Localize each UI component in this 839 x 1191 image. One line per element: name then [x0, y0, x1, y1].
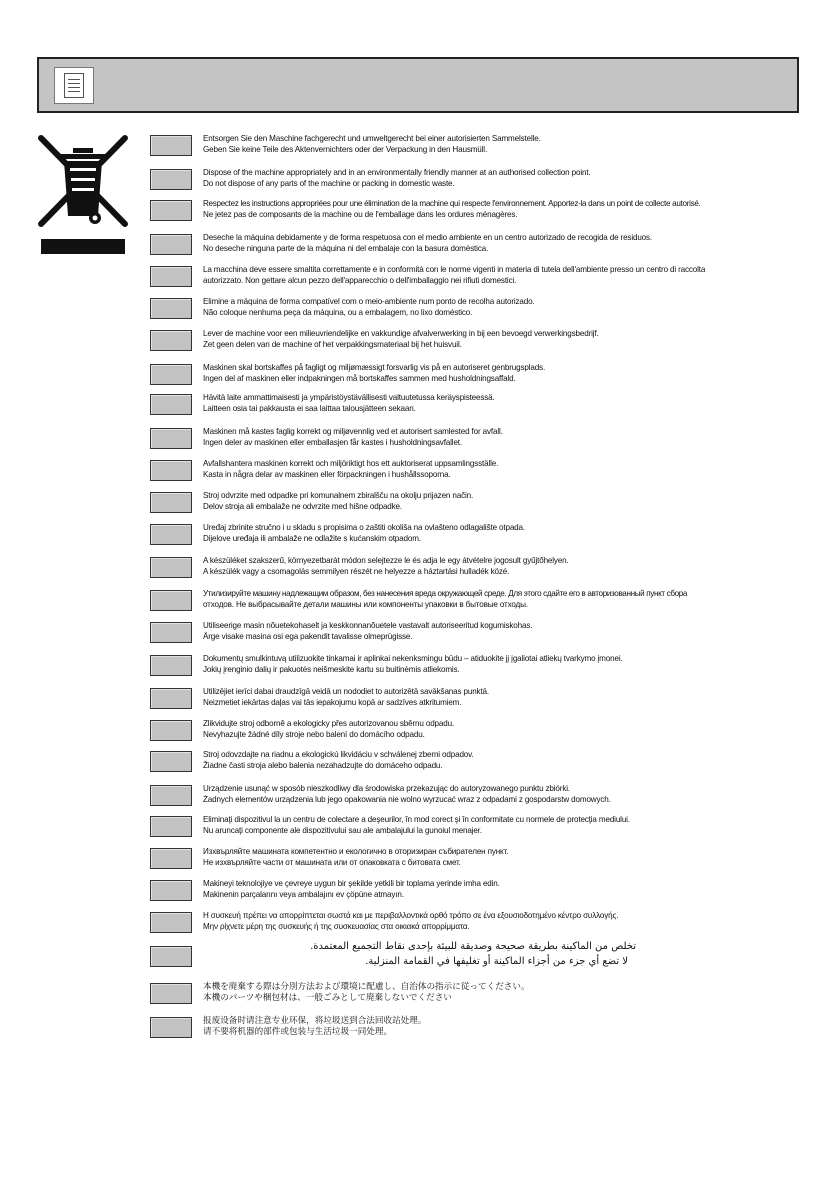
header-bar — [37, 57, 799, 113]
instruction-line: Изхвърляйте машината компетентно и екологично в оторизиран събирателен пункт. — [203, 847, 509, 856]
language-box — [150, 590, 192, 611]
instruction-line: Urządzenie usunąć w sposób nieszkodliwy dla środowiska przekazując do autoryzowanego punktu zbiórki. — [203, 784, 570, 793]
instruction-line: Ärge visake masina osi ega pakendit tavalisse olmeprügisse. — [203, 632, 413, 641]
instruction-line: Kasta in några delar av maskinen eller förpackningen i hushållssoporna. — [203, 470, 451, 479]
instruction-line: La macchina deve essere smaltita correttamente e in conformità con le norme vigenti in materia di tutela dell'ambiente presso un centro di raccolta — [203, 265, 706, 274]
language-box — [150, 912, 192, 933]
instruction-line: Dijelove uređaja ili ambalaže ne odlažite s kućanskim otpadom. — [203, 534, 421, 543]
language-box — [150, 622, 192, 643]
instruction-line: Утилизируйте машину надлежащим образом, без нанесения вреда окружающей среде. Для этого сдайте его в авторизованный пункт сбора — [203, 589, 688, 598]
language-box — [150, 298, 192, 319]
instruction-line: Utiliseerige masin nõuetekohaselt ja keskkonnanõuetele vastavalt autoriseeritud kogumiskohas. — [203, 621, 533, 630]
instruction-line: Lever de machine voor een milieuvriendelijke en vakkundige afvalverwerking in bij een bevoegd verwerkingsbedrijf. — [203, 329, 599, 338]
instruction-line: لا تضع أي جزء من أجزاء الماكينة أو تغليفها في القمامة المنزلية. — [365, 956, 628, 967]
instruction-line: Не изхвърляйте части от машината или от опаковката с битовата смет. — [203, 858, 461, 867]
instruction-line: تخلص من الماكينة بطريقة صحيحة وصديقة للبيئة بإحدى نقاط التجميع المعتمدة. — [310, 941, 636, 952]
instruction-line: Dispose of the machine appropriately and in an environmentally friendly manner at an authorised collection point. — [203, 168, 591, 177]
instruction-line: Geben Sie keine Teile des Aktenvernichters oder der Verpackung in den Hausmüll. — [203, 145, 488, 154]
language-box — [150, 394, 192, 415]
language-box — [150, 200, 192, 221]
instruction-line: Ingen del af maskinen eller indpakningen må bortskaffes sammen med husholdningsaffald. — [203, 374, 516, 383]
instruction-line: Makinenin parçalarını veya ambalajını ev çöpüne atmayın. — [203, 890, 404, 899]
instruction-line: отходов. Не выбрасывайте детали машины или компоненты упаковки в бытовые отходы. — [203, 600, 528, 609]
language-box — [150, 428, 192, 449]
instruction-line: Zlikvidujte stroj odborně a ekologicky přes autorizovanou sběrnu odpadu. — [203, 719, 455, 728]
language-box — [150, 751, 192, 772]
instruction-line: Żadnych elementów urządzenia lub jego opakowania nie wolno wyrzucać wraz z odpadami z gospodarstw domowych. — [203, 795, 611, 804]
instruction-line: No deseche ninguna parte de la máquina ni del embalaje con la basura doméstica. — [203, 244, 489, 253]
instruction-line: Uređaj zbrinite stručno i u skladu s propisima o zaštiti okoliša na ovlašteno odlagalište otpada. — [203, 523, 525, 532]
language-box — [150, 557, 192, 578]
instruction-line: Jokių įrenginio dalių ir pakuotės neišmeskite kartu su buitinėmis atliekomis. — [203, 665, 460, 674]
instruction-line: Hävitä laite ammattimaisesti ja ympäristöystävällisesti valtuutetussa keräyspisteessä. — [203, 393, 495, 402]
instruction-line: 报废设备时请注意专业环保，将垃圾送到合法回收站处理。 — [203, 1016, 427, 1026]
instruction-line: Respectez les instructions appropriées pour une élimination de la machine qui respecte l'environnement. Apportez-la dans un point de collecte autorisé. — [203, 199, 701, 208]
instruction-line: 请不要将机器的部件或包装与生活垃圾一同处理。 — [203, 1027, 393, 1037]
language-box — [150, 816, 192, 837]
instruction-line: Eliminaţi dispozitivul la un centru de colectare a deşeurilor, în mod corect şi în conformitate cu normele de protecţia mediului. — [203, 815, 630, 824]
instruction-line: 本機のパーツや梱包材は、一般ごみとして廃棄しないでください — [203, 993, 452, 1003]
instruction-line: Nu aruncaţi componente ale dispozitivului sau ale ambalajului la gunoiul menajer. — [203, 826, 482, 835]
instruction-line: Μην ρίχνετε μέρη της συσκευής ή της συσκευασίας στα οικιακά απορρίμματα. — [203, 922, 470, 931]
instruction-line: autorizzato. Non gettare alcun pezzo dell'apparecchio o dell'imballaggio nei rifiuti domestici. — [203, 276, 517, 285]
instruction-line: Não coloque nenhuma peça da máquina, ou a embalagem, no lixo doméstico. — [203, 308, 473, 317]
instruction-line: Neizmetiet iekārtas daļas vai tās iepakojumu kopā ar sadzīves atkritumiem. — [203, 698, 462, 707]
language-box — [150, 492, 192, 513]
language-box — [150, 946, 192, 967]
instruction-line: Stroj odovzdajte na riadnu a ekologickú likvidáciu v schválenej zberni odpadov. — [203, 750, 474, 759]
instruction-line: Maskinen skal bortskaffes på fagligt og miljømæssigt forsvarlig vis på en autoriseret genbrugsplads. — [203, 363, 546, 372]
crossed-out-wheelie-bin-icon — [37, 134, 129, 254]
language-box — [150, 330, 192, 351]
language-box — [150, 266, 192, 287]
instruction-line: Deseche la máquina debidamente y de forma respetuosa con el medio ambiente en un centro autorizado de recogida de residuos. — [203, 233, 653, 242]
language-box — [150, 720, 192, 741]
language-box — [150, 655, 192, 676]
language-box — [150, 135, 192, 156]
instruction-line: A készüléket szakszerű, környezetbarát módon selejtezze le és adja le egy átvételre jogosult gyűjtőhelyen. — [203, 556, 569, 565]
instruction-line: 本機を廃棄する際は分別方法および環境に配慮し、自治体の指示に従ってください。 — [203, 982, 530, 992]
language-box — [150, 524, 192, 545]
language-box — [150, 785, 192, 806]
language-box — [150, 848, 192, 869]
instruction-line: Elimine a máquina de forma compatível com o meio-ambiente num ponto de recolha autorizado. — [203, 297, 535, 306]
language-box — [150, 1017, 192, 1038]
language-box — [150, 688, 192, 709]
language-box — [150, 234, 192, 255]
language-box — [150, 880, 192, 901]
instruction-line: Ne jetez pas de composants de la machine ou de l'emballage dans les ordures ménagères. — [203, 210, 518, 219]
instruction-line: Delov stroja ali embalaže ne odvrzite med hišne odpadke. — [203, 502, 403, 511]
instruction-line: Avfallshantera maskinen korrekt och miljöriktigt hos ett auktoriserat uppsamlingsställe. — [203, 459, 499, 468]
instruction-line: Ingen deler av maskinen eller emballasjen får kastes i husholdningsavfallet. — [203, 438, 462, 447]
instruction-line: Laitteen osia tai pakkausta ei saa laittaa talousjätteen sekaan. — [203, 404, 416, 413]
instruction-line: Zet geen delen van de machine of het verpakkingsmateriaal bij het huisvuil. — [203, 340, 462, 349]
language-box — [150, 460, 192, 481]
instruction-line: Stroj odvrzite med odpadke pri komunalnem zbiralšču na okolju prijazen način. — [203, 491, 474, 500]
instruction-line: Makineyi teknolojiye ve çevreye uygun bir şekilde yetkili bir toplama yerinde imha edin. — [203, 879, 500, 888]
instruction-line: Utilizējiet ierīci dabai draudzīgā veidā un nododiet to autorizētā savākšanas punktā. — [203, 687, 490, 696]
instruction-line: Entsorgen Sie den Maschine fachgerecht und umweltgerecht bei einer autorisierten Sammelstelle. — [203, 134, 541, 143]
instruction-line: Nevyhazujte žádné díly stroje nebo balení do domácího odpadu. — [203, 730, 425, 739]
document-icon — [54, 67, 94, 104]
language-box — [150, 983, 192, 1004]
instruction-line: Do not dispose of any parts of the machine or packing in domestic waste. — [203, 179, 455, 188]
instruction-line: Maskinen må kastes faglig korrekt og miljøvennlig ved et autorisert samlested for avfall. — [203, 427, 503, 436]
instruction-line: A készülék vagy a csomagolás semmilyen részét ne helyezze a háztartási hulladék közé. — [203, 567, 510, 576]
instruction-line: Dokumentų smulkintuvą utilizuokite tinkamai ir aplinkai nekenksmingu būdu – atiduokite jį įgaliotai atliekų tvarkymo įmonei. — [203, 654, 623, 663]
language-box — [150, 364, 192, 385]
language-box — [150, 169, 192, 190]
instruction-line: Žiadne časti stroja alebo balenia nezahadzujte do domáceho odpadu. — [203, 761, 443, 770]
instruction-line: Η συσκευή πρέπει να απορρίπτεται σωστά και με περιβαλλοντικά ορθό τρόπο σε ένα εξουσιοδοτημένο κέντρο συλλογής. — [203, 911, 619, 920]
